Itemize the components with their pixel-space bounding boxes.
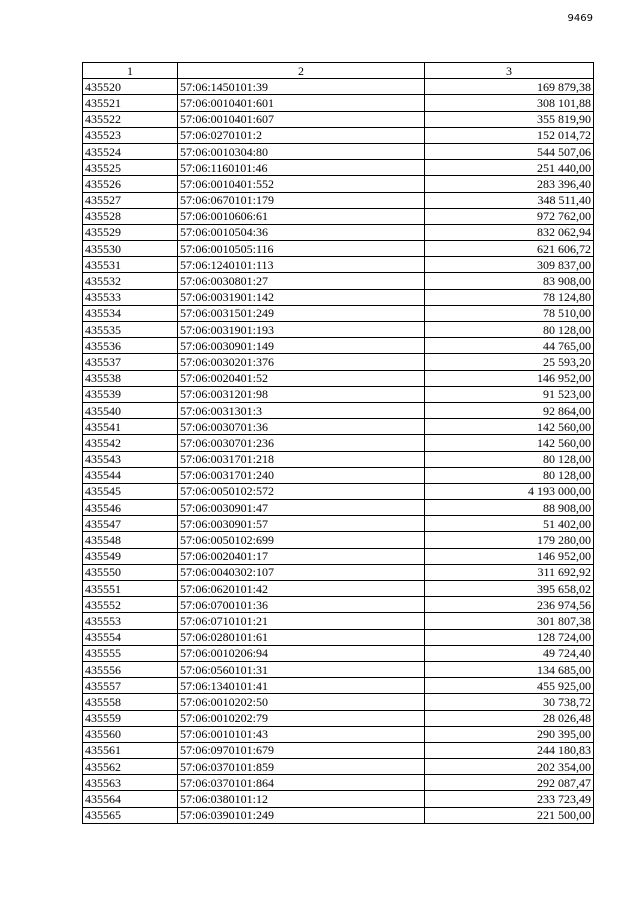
row-number-cell: 435555 [83,645,178,661]
table-body [83,79,594,824]
row-number-cell: 435535 [83,322,178,338]
column-header-2: 2 [178,63,425,79]
value-cell: 179 280,00 [425,532,594,548]
row-number-cell: 435523 [83,127,178,143]
cadastral-number-cell: 57:06:1340101:41 [178,678,425,694]
row-number-cell: 435525 [83,160,178,176]
table-row [83,597,594,613]
row-number-cell: 435540 [83,402,178,418]
cadastral-number-cell: 57:06:0370101:859 [178,759,425,775]
table-row [83,694,594,710]
value-cell: 202 354,00 [425,759,594,775]
table-row [83,386,594,402]
cadastral-number-cell: 57:06:0030701:236 [178,435,425,451]
cadastral-number-cell: 57:06:0970101:679 [178,742,425,758]
value-cell: 80 128,00 [425,451,594,467]
row-number-cell: 435529 [83,224,178,240]
table-row [83,289,594,305]
cadastral-number-cell: 57:06:0050102:699 [178,532,425,548]
value-cell: 292 087,47 [425,775,594,791]
row-number-cell: 435521 [83,95,178,111]
value-cell: 290 395,00 [425,726,594,742]
table-row [83,807,594,823]
value-cell: 44 765,00 [425,338,594,354]
value-cell: 309 837,00 [425,257,594,273]
value-cell: 233 723,49 [425,791,594,807]
table-row [83,483,594,499]
table-row [83,581,594,597]
table-row [83,143,594,159]
row-number-cell: 435561 [83,742,178,758]
cadastral-number-cell: 57:06:0700101:36 [178,597,425,613]
row-number-cell: 435565 [83,807,178,823]
row-number-cell: 435528 [83,208,178,224]
cadastral-number-cell: 57:06:0030201:376 [178,354,425,370]
row-number-cell: 435531 [83,257,178,273]
cadastral-number-cell: 57:06:0030901:149 [178,338,425,354]
cadastral-number-cell: 57:06:0710101:21 [178,613,425,629]
value-cell: 832 062,94 [425,224,594,240]
row-number-cell: 435556 [83,661,178,677]
row-number-cell: 435554 [83,629,178,645]
row-number-cell: 435560 [83,726,178,742]
table-row [83,160,594,176]
cadastral-number-cell: 57:06:0031501:249 [178,305,425,321]
row-number-cell: 435557 [83,678,178,694]
table-row [83,224,594,240]
table-row [83,111,594,127]
table-row [83,305,594,321]
row-number-cell: 435527 [83,192,178,208]
table-header-row [83,63,594,79]
row-number-cell: 435548 [83,532,178,548]
value-cell: 251 440,00 [425,160,594,176]
cadastral-number-cell: 57:06:0010401:607 [178,111,425,127]
value-cell: 236 974,56 [425,597,594,613]
cadastral-number-cell: 57:06:0031301:3 [178,402,425,418]
table-row [83,678,594,694]
value-cell: 244 180,83 [425,742,594,758]
row-number-cell: 435532 [83,273,178,289]
table-row [83,79,594,95]
row-number-cell: 435563 [83,775,178,791]
cadastral-number-cell: 57:06:0010202:50 [178,694,425,710]
cadastral-number-cell: 57:06:0030801:27 [178,273,425,289]
table-row [83,742,594,758]
row-number-cell: 435542 [83,435,178,451]
value-cell: 91 523,00 [425,386,594,402]
cadastral-number-cell: 57:06:0270101:2 [178,127,425,143]
cadastral-number-cell: 57:06:0010401:601 [178,95,425,111]
row-number-cell: 435522 [83,111,178,127]
row-number-cell: 435559 [83,710,178,726]
row-number-cell: 435550 [83,564,178,580]
cadastral-number-cell: 57:06:0370101:864 [178,775,425,791]
row-number-cell: 435520 [83,79,178,95]
value-cell: 25 593,20 [425,354,594,370]
table-row [83,500,594,516]
cadastral-number-cell: 57:06:0050102:572 [178,483,425,499]
table-row [83,710,594,726]
cadastral-number-cell: 57:06:0010101:43 [178,726,425,742]
cadastral-number-cell: 57:06:0010202:79 [178,710,425,726]
row-number-cell: 435530 [83,241,178,257]
table-row [83,775,594,791]
value-cell: 311 692,92 [425,564,594,580]
row-number-cell: 435546 [83,500,178,516]
registry-table [82,62,594,824]
cadastral-number-cell: 57:06:1240101:113 [178,257,425,273]
table-row [83,726,594,742]
row-number-cell: 435526 [83,176,178,192]
value-cell: 142 560,00 [425,419,594,435]
table-row [83,613,594,629]
table-row [83,548,594,564]
table-row [83,176,594,192]
row-number-cell: 435533 [83,289,178,305]
value-cell: 221 500,00 [425,807,594,823]
cadastral-number-cell: 57:06:0010304:80 [178,143,425,159]
cadastral-number-cell: 57:06:0010401:552 [178,176,425,192]
value-cell: 78 510,00 [425,305,594,321]
cadastral-number-cell: 57:06:1450101:39 [178,79,425,95]
table-row [83,467,594,483]
cadastral-number-cell: 57:06:0380101:12 [178,791,425,807]
cadastral-number-cell: 57:06:0280101:61 [178,629,425,645]
table-row [83,322,594,338]
table-row [83,273,594,289]
column-header-3: 3 [425,63,594,79]
table-row [83,95,594,111]
value-cell: 128 724,00 [425,629,594,645]
table-row [83,402,594,418]
value-cell: 30 738,72 [425,694,594,710]
cadastral-number-cell: 57:06:0030701:36 [178,419,425,435]
row-number-cell: 435564 [83,791,178,807]
row-number-cell: 435551 [83,581,178,597]
value-cell: 395 658,02 [425,581,594,597]
table-row [83,241,594,257]
row-number-cell: 435524 [83,143,178,159]
table-row [83,532,594,548]
value-cell: 544 507,06 [425,143,594,159]
value-cell: 972 762,00 [425,208,594,224]
value-cell: 28 026,48 [425,710,594,726]
value-cell: 308 101,88 [425,95,594,111]
value-cell: 49 724,40 [425,645,594,661]
cadastral-number-cell: 57:06:0020401:17 [178,548,425,564]
row-number-cell: 435558 [83,694,178,710]
cadastral-number-cell: 57:06:0010505:116 [178,241,425,257]
row-number-cell: 435537 [83,354,178,370]
table-row [83,354,594,370]
cadastral-number-cell: 57:06:0560101:31 [178,661,425,677]
table-row [83,759,594,775]
row-number-cell: 435539 [83,386,178,402]
row-number-cell: 435547 [83,516,178,532]
value-cell: 83 908,00 [425,273,594,289]
row-number-cell: 435534 [83,305,178,321]
value-cell: 88 908,00 [425,500,594,516]
cadastral-number-cell: 57:06:0670101:179 [178,192,425,208]
table-row [83,419,594,435]
value-cell: 283 396,40 [425,176,594,192]
table-row [83,208,594,224]
row-number-cell: 435553 [83,613,178,629]
row-number-cell: 435541 [83,419,178,435]
value-cell: 78 124,80 [425,289,594,305]
value-cell: 80 128,00 [425,322,594,338]
row-number-cell: 435545 [83,483,178,499]
cadastral-number-cell: 57:06:0031901:193 [178,322,425,338]
cadastral-number-cell: 57:06:0390101:249 [178,807,425,823]
value-cell: 621 606,72 [425,241,594,257]
table-row [83,451,594,467]
row-number-cell: 435544 [83,467,178,483]
table-row [83,257,594,273]
row-number-cell: 435543 [83,451,178,467]
value-cell: 455 925,00 [425,678,594,694]
row-number-cell: 435549 [83,548,178,564]
table-row [83,192,594,208]
table-row [83,435,594,451]
value-cell: 169 879,38 [425,79,594,95]
cadastral-number-cell: 57:06:0031701:218 [178,451,425,467]
cadastral-number-cell: 57:06:0030901:47 [178,500,425,516]
table-row [83,370,594,386]
cadastral-number-cell: 57:06:0031901:142 [178,289,425,305]
cadastral-number-cell: 57:06:0031701:240 [178,467,425,483]
cadastral-number-cell: 57:06:0040302:107 [178,564,425,580]
table-row [83,564,594,580]
page-number: 9469 [567,13,593,24]
table-row [83,629,594,645]
table-row [83,338,594,354]
cadastral-number-cell: 57:06:0010504:36 [178,224,425,240]
cadastral-number-cell: 57:06:0031201:98 [178,386,425,402]
value-cell: 152 014,72 [425,127,594,143]
row-number-cell: 435552 [83,597,178,613]
table-row [83,791,594,807]
value-cell: 51 402,00 [425,516,594,532]
cadastral-number-cell: 57:06:0620101:42 [178,581,425,597]
value-cell: 80 128,00 [425,467,594,483]
row-number-cell: 435538 [83,370,178,386]
row-number-cell: 435562 [83,759,178,775]
value-cell: 348 511,40 [425,192,594,208]
value-cell: 142 560,00 [425,435,594,451]
row-number-cell: 435536 [83,338,178,354]
value-cell: 4 193 000,00 [425,483,594,499]
cadastral-number-cell: 57:06:0010206:94 [178,645,425,661]
value-cell: 146 952,00 [425,548,594,564]
value-cell: 92 864,00 [425,402,594,418]
table-row [83,516,594,532]
cadastral-number-cell: 57:06:0030901:57 [178,516,425,532]
table-row [83,661,594,677]
value-cell: 146 952,00 [425,370,594,386]
cadastral-number-cell: 57:06:0020401:52 [178,370,425,386]
value-cell: 134 685,00 [425,661,594,677]
value-cell: 355 819,90 [425,111,594,127]
cadastral-number-cell: 57:06:1160101:46 [178,160,425,176]
value-cell: 301 807,38 [425,613,594,629]
cadastral-number-cell: 57:06:0010606:61 [178,208,425,224]
table-row [83,645,594,661]
column-header-1: 1 [83,63,178,79]
table-row [83,127,594,143]
